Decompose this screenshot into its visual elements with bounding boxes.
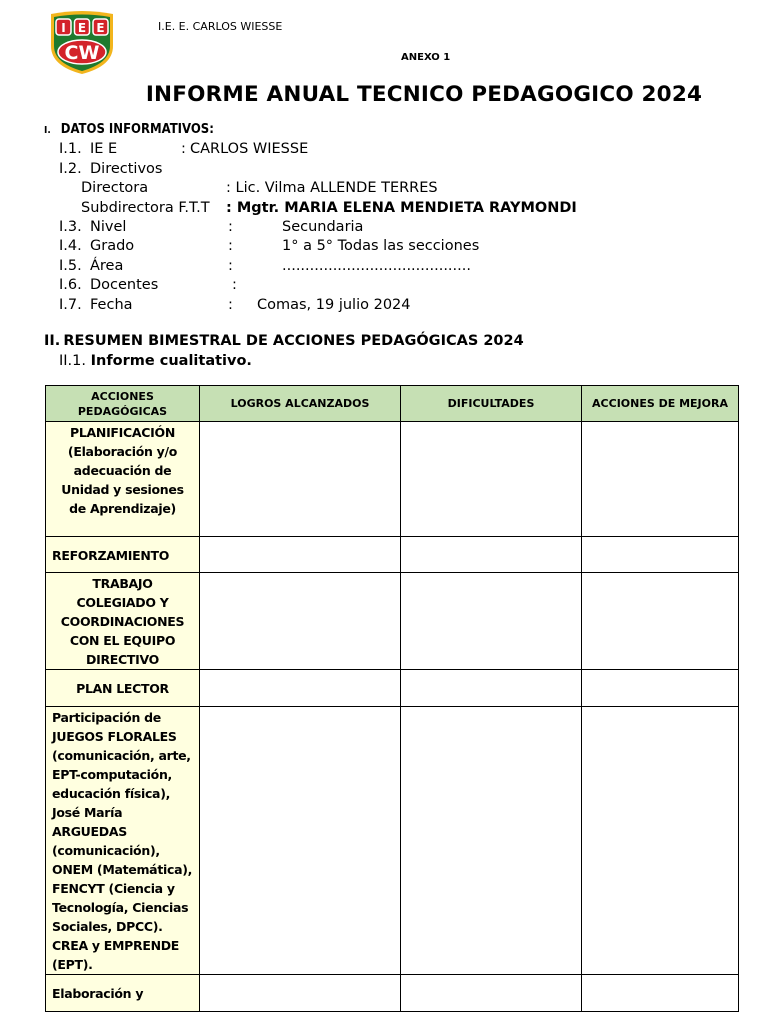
subsection-2-1-number: II.1. (59, 353, 86, 369)
info-row-directivos (0, 161, 768, 181)
info-label: IE E (90, 141, 118, 157)
info-label: Área (90, 258, 124, 274)
header-dificultades: DIFICULTADES (401, 386, 582, 422)
info-num: I.7. (59, 297, 82, 313)
header-mejora: ACCIONES DE MEJORA (582, 386, 739, 422)
header-logros: LOGROS ALCANZADOS (200, 386, 401, 422)
info-value: Secundaria (282, 219, 364, 235)
section-2-title: RESUMEN BIMESTRAL DE ACCIONES PEDAGÓGICAS 2024 (63, 333, 524, 349)
info-num: I.4. (59, 238, 82, 254)
info-row-fecha (0, 297, 768, 317)
cell-mejora[interactable] (582, 573, 739, 670)
logo-letter-3: E (96, 21, 105, 35)
report-table (45, 385, 738, 1012)
section-1-title: DATOS INFORMATIVOS: (60, 122, 214, 137)
cell-dificultades[interactable] (401, 670, 582, 707)
row-label-trabajo-colegiado: TRABAJO COLEGIADO Y COORDINACIONES CON EL EQUIPO DIRECTIVO (46, 573, 200, 670)
table-row (46, 573, 739, 670)
cell-mejora[interactable] (582, 975, 739, 1012)
logo-letter-2: E (77, 21, 87, 35)
table-row (46, 422, 739, 537)
info-value: : Mgtr. MARIA ELENA MENDIETA RAYMONDI (226, 200, 577, 216)
info-sep: : (232, 277, 237, 293)
info-num: I.6. (59, 277, 82, 293)
cell-mejora[interactable] (582, 707, 739, 975)
info-label: Grado (90, 238, 135, 254)
row-label-reforzamiento: REFORZAMIENTO (46, 537, 200, 573)
info-row-nivel (0, 219, 768, 239)
subsection-2-1 (59, 353, 252, 369)
cell-dificultades[interactable] (401, 975, 582, 1012)
row-label-plan-lector: PLAN LECTOR (46, 670, 200, 707)
cell-logros[interactable] (200, 975, 401, 1012)
row-label-planificacion: PLANIFICACIÓN (Elaboración y/o adecuación de Unidad y sesiones de Aprendizaje) (46, 422, 200, 537)
table-row (46, 670, 739, 707)
info-num: I.3. (59, 219, 82, 235)
logo-letter-1: I (61, 21, 66, 35)
table-row (46, 707, 739, 975)
section-1-heading (44, 122, 214, 137)
annex-label: ANEXO 1 (401, 52, 451, 63)
info-row-directora (0, 180, 768, 200)
cell-mejora[interactable] (582, 422, 739, 537)
cell-mejora[interactable] (582, 537, 739, 573)
info-row-grado (0, 238, 768, 258)
info-label: Directivos (90, 161, 163, 177)
info-label: Directora (81, 180, 149, 196)
school-logo (47, 10, 117, 76)
row-label-participacion: Participación de JUEGOS FLORALES (comunicación, arte, EPT-computación, educación física), José María ARGUEDAS (comunicación), ONEM (Matemática), FENCYT (Ciencia y Tecnología, Ciencias Sociales, DPCC). CREA y EMPRENDE (EPT). (46, 707, 200, 975)
info-row-ie (0, 141, 768, 161)
info-label: Nivel (90, 219, 127, 235)
info-sep: : (181, 141, 186, 157)
cell-logros[interactable] (200, 707, 401, 975)
cell-logros[interactable] (200, 537, 401, 573)
info-label: Subdirectora F.T.T (81, 200, 210, 216)
table-row (46, 537, 739, 573)
info-sep: : (228, 258, 233, 274)
info-value: Comas, 19 julio 2024 (257, 297, 411, 313)
header-acciones: ACCIONES PEDAGÓGICAS (46, 386, 200, 422)
document-title: INFORME ANUAL TECNICO PEDAGOGICO 2024 (145, 82, 703, 107)
info-num: I.2. (59, 161, 82, 177)
info-value: : Lic. Vilma ALLENDE TERRES (226, 180, 438, 196)
cell-dificultades[interactable] (401, 422, 582, 537)
info-sep: : (228, 219, 233, 235)
cell-dificultades[interactable] (401, 573, 582, 670)
school-name: I.E. E. CARLOS WIESSE (158, 20, 283, 33)
cell-dificultades[interactable] (401, 707, 582, 975)
table-row (46, 975, 739, 1012)
section-1-number: I. (44, 125, 51, 136)
row-label-elaboracion: Elaboración y (46, 975, 200, 1012)
info-label: Docentes (90, 277, 159, 293)
subsection-2-1-title: Informe cualitativo. (90, 353, 252, 369)
info-sep: : (228, 297, 233, 313)
cell-logros[interactable] (200, 573, 401, 670)
info-sep: : (228, 238, 233, 254)
info-value: 1° a 5° Todas las secciones (282, 238, 480, 254)
info-value: CARLOS WIESSE (190, 141, 309, 157)
cell-mejora[interactable] (582, 670, 739, 707)
info-row-area (0, 258, 768, 278)
info-label: Fecha (90, 297, 133, 313)
cell-logros[interactable] (200, 422, 401, 537)
cell-dificultades[interactable] (401, 537, 582, 573)
info-num: I.1. (59, 141, 82, 157)
section-2-number: II. (44, 333, 61, 349)
info-value: ......................................... (282, 258, 471, 274)
logo-cw: CW (64, 42, 100, 64)
section-2-heading (44, 333, 524, 349)
info-row-subdirectora (0, 200, 768, 220)
info-row-docentes (0, 277, 768, 297)
cell-logros[interactable] (200, 670, 401, 707)
table-header-row (46, 386, 739, 422)
info-num: I.5. (59, 258, 82, 274)
